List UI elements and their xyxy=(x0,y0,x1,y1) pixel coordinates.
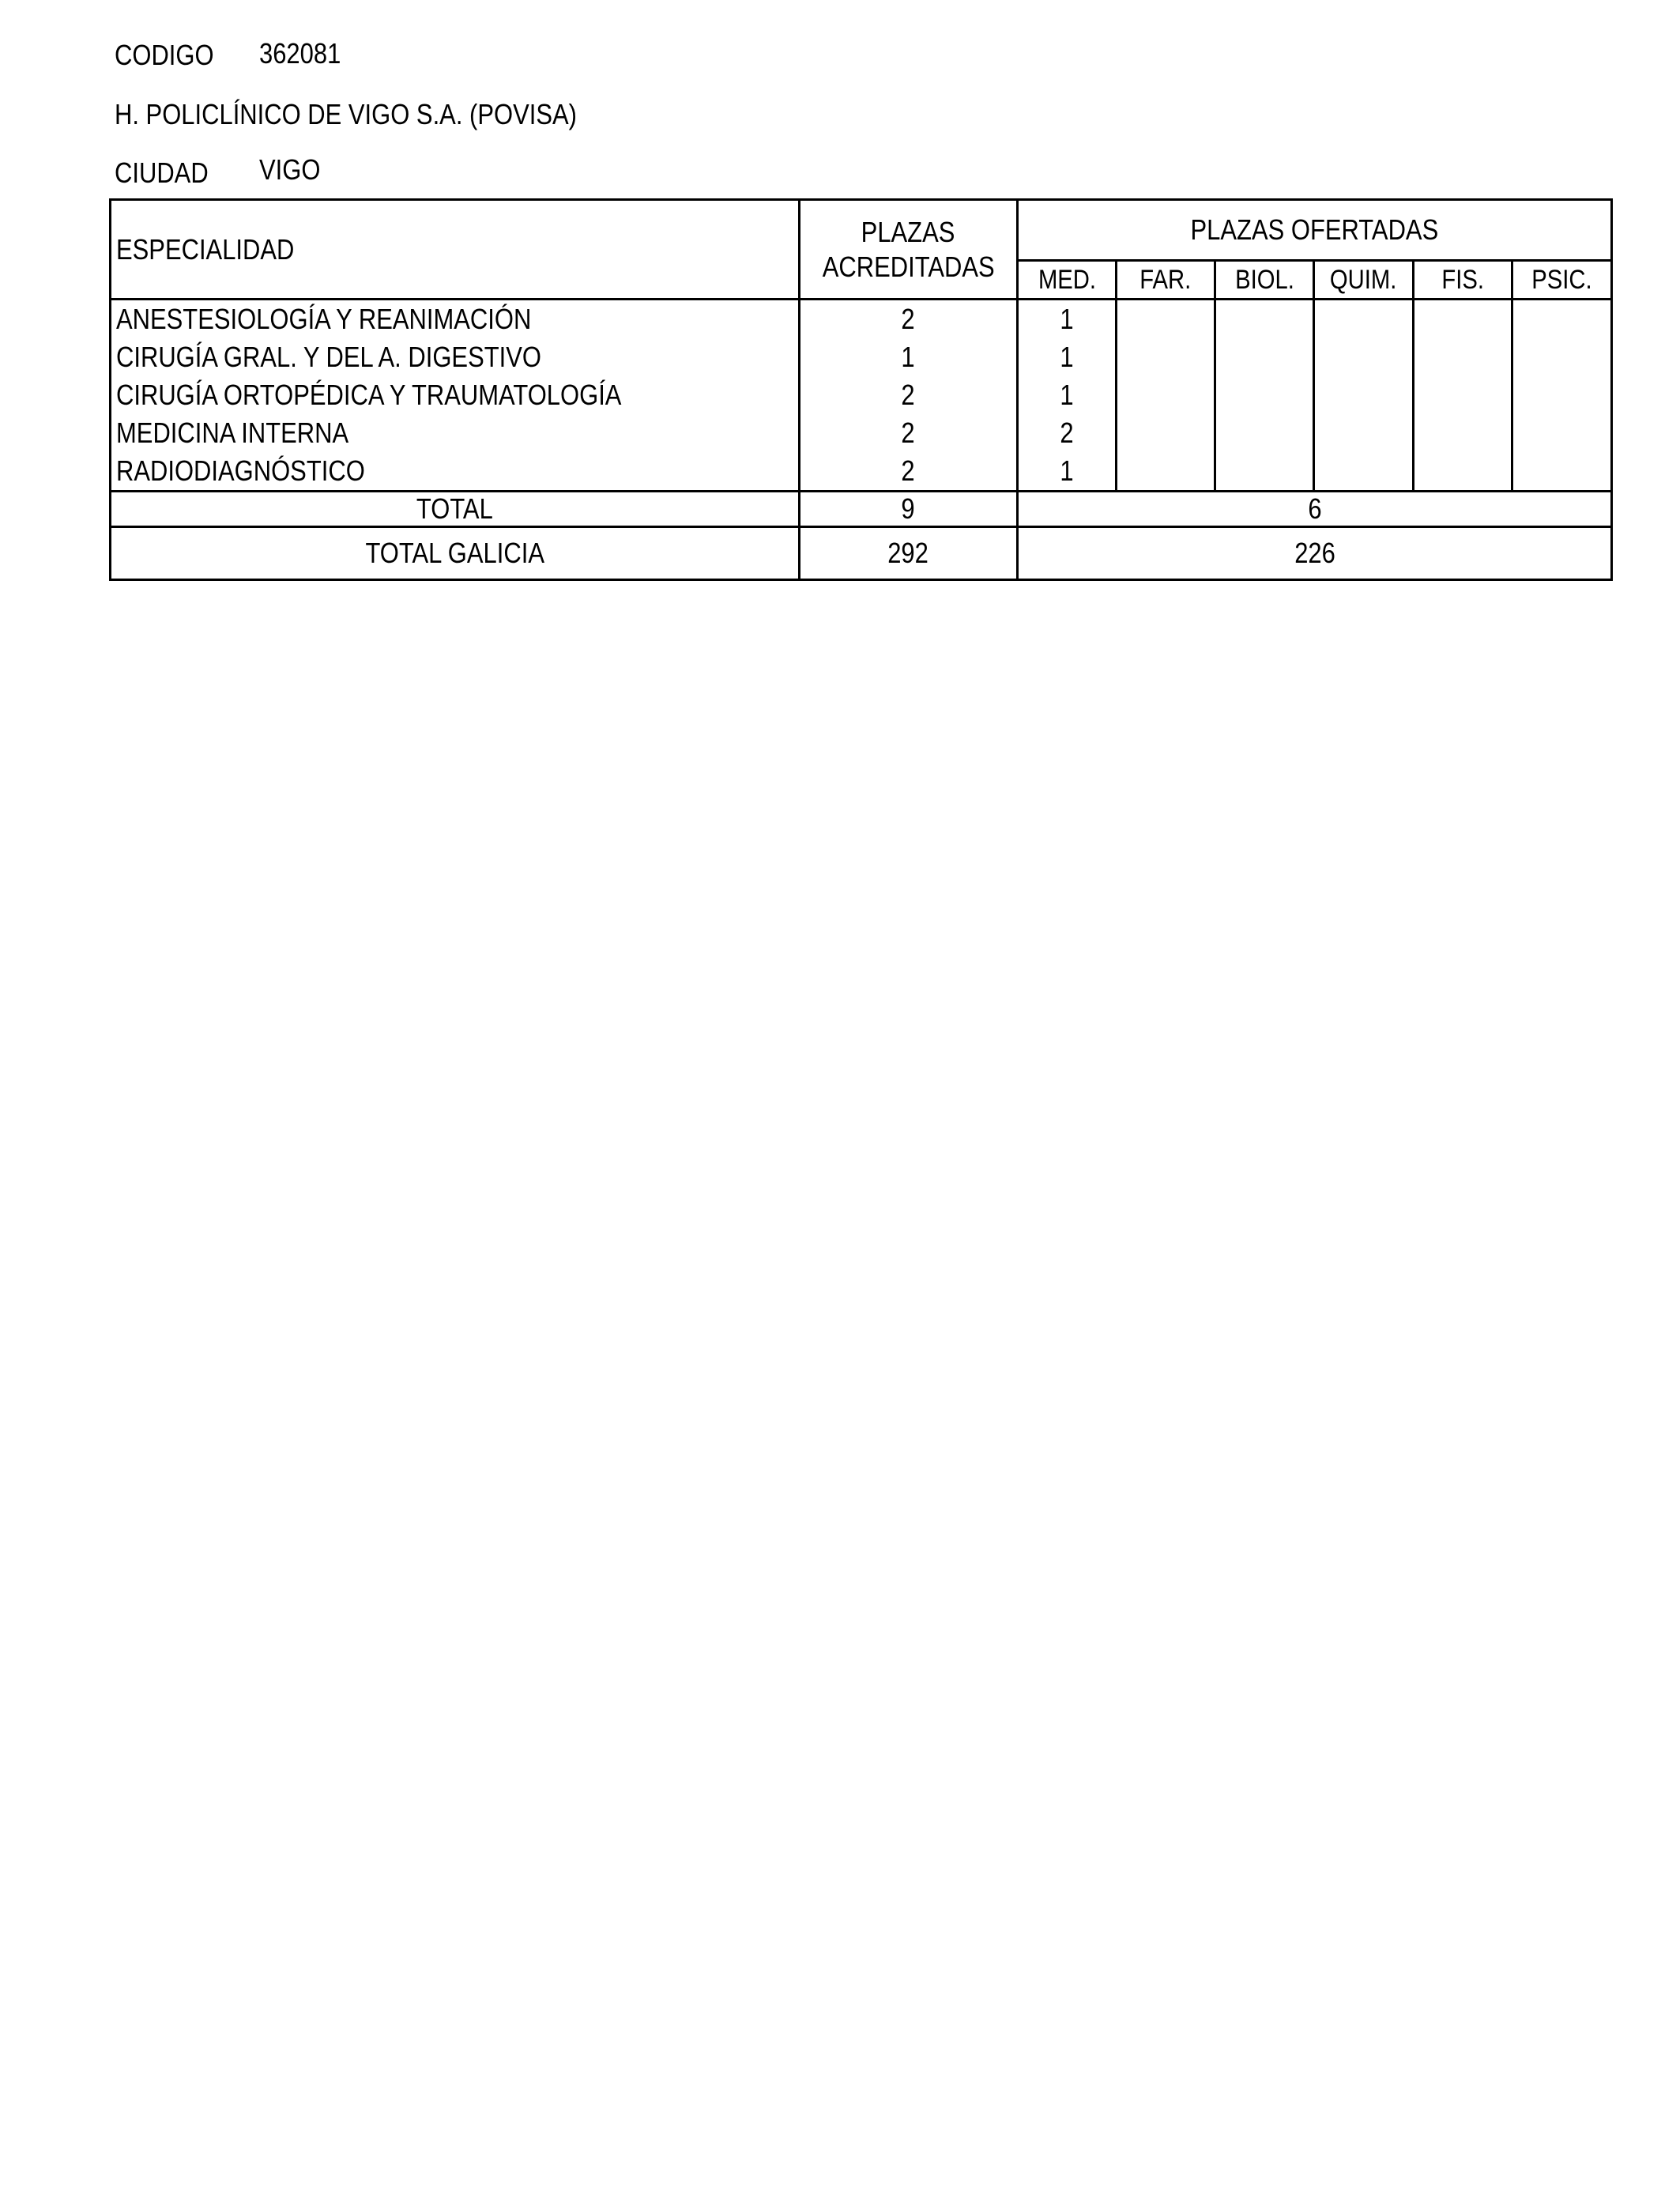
subcol-quim xyxy=(1314,261,1414,300)
hospital-name: H. POLICLÍNICO DE VIGO S.A. (POVISA) xyxy=(115,98,577,130)
row-psic xyxy=(1512,338,1612,376)
col-especialidad-label: ESPECIALIDAD xyxy=(116,232,295,266)
header-row-top xyxy=(111,200,1612,261)
row-psic xyxy=(1512,300,1612,339)
row-med: 1 xyxy=(1060,379,1074,411)
total-label: TOTAL xyxy=(416,492,493,525)
subcol-med-label: MED. xyxy=(1038,265,1096,295)
row-med: 1 xyxy=(1060,454,1074,487)
col-plazas-line2: ACREDITADAS xyxy=(822,250,995,283)
row-biol xyxy=(1215,376,1314,414)
col-plazas-acreditadas-header xyxy=(800,200,1018,300)
row-far xyxy=(1117,452,1215,492)
row-psic xyxy=(1512,452,1612,492)
row-biol xyxy=(1215,414,1314,452)
table-row xyxy=(111,452,1612,492)
subcol-quim-label: QUIM. xyxy=(1330,265,1397,295)
row-fis xyxy=(1414,452,1512,492)
row-quim xyxy=(1314,376,1414,414)
row-fis xyxy=(1414,376,1512,414)
row-far xyxy=(1117,300,1215,339)
row-med: 2 xyxy=(1060,417,1074,449)
row-fis xyxy=(1414,338,1512,376)
row-acreditadas: 2 xyxy=(901,454,916,487)
row-acreditadas: 2 xyxy=(901,379,916,411)
row-quim xyxy=(1314,300,1414,339)
row-psic xyxy=(1512,414,1612,452)
subcol-psic-label: PSIC. xyxy=(1531,265,1592,295)
row-far xyxy=(1117,414,1215,452)
row-psic xyxy=(1512,376,1612,414)
row-biol xyxy=(1215,338,1314,376)
total-row xyxy=(111,492,1612,527)
row-especialidad: MEDICINA INTERNA xyxy=(116,417,349,449)
row-quim xyxy=(1314,452,1414,492)
table-row xyxy=(111,338,1612,376)
ciudad-label: CIUDAD xyxy=(115,156,209,189)
row-especialidad: CIRUGÍA ORTOPÉDICA Y TRAUMATOLOGÍA xyxy=(116,379,622,411)
row-biol xyxy=(1215,452,1314,492)
subcol-fis xyxy=(1414,261,1512,300)
col-plazas-ofertadas-header xyxy=(1018,200,1612,261)
subcol-far xyxy=(1117,261,1215,300)
row-far xyxy=(1117,338,1215,376)
subcol-biol-label: BIOL. xyxy=(1234,265,1294,295)
row-med: 1 xyxy=(1060,303,1074,335)
row-acreditadas: 2 xyxy=(901,303,916,335)
table-row xyxy=(111,376,1612,414)
total-galicia-row xyxy=(111,527,1612,580)
col-especialidad-header xyxy=(111,200,800,300)
row-far xyxy=(1117,376,1215,414)
subcol-med xyxy=(1018,261,1117,300)
col-plazas-line1: PLAZAS xyxy=(861,215,955,248)
row-acreditadas: 2 xyxy=(901,417,916,449)
total-galicia-ofertadas: 226 xyxy=(1294,537,1335,569)
row-especialidad: CIRUGÍA GRAL. Y DEL A. DIGESTIVO xyxy=(116,341,541,373)
row-acreditadas: 1 xyxy=(901,341,916,373)
row-especialidad: RADIODIAGNÓSTICO xyxy=(116,454,365,487)
subcol-fis-label: FIS. xyxy=(1441,265,1484,295)
row-quim xyxy=(1314,338,1414,376)
row-med: 1 xyxy=(1060,341,1074,373)
row-especialidad: ANESTESIOLOGÍA Y REANIMACIÓN xyxy=(116,303,532,335)
ciudad-value: VIGO xyxy=(259,153,321,186)
row-fis xyxy=(1414,300,1512,339)
row-fis xyxy=(1414,414,1512,452)
codigo-label: CODIGO xyxy=(115,39,214,71)
subcol-psic xyxy=(1512,261,1612,300)
total-galicia-acreditadas: 292 xyxy=(887,537,929,569)
codigo-value: 362081 xyxy=(259,37,341,70)
subcol-biol xyxy=(1215,261,1314,300)
row-quim xyxy=(1314,414,1414,452)
total-acreditadas: 9 xyxy=(901,492,916,525)
col-ofertadas-label: PLAZAS OFERTADAS xyxy=(1190,213,1439,246)
row-biol xyxy=(1215,300,1314,339)
table-row xyxy=(111,414,1612,452)
total-ofertadas: 6 xyxy=(1307,492,1322,525)
table-row xyxy=(111,300,1612,339)
total-galicia-label: TOTAL GALICIA xyxy=(365,537,544,569)
plazas-table xyxy=(109,198,1613,581)
subcol-far-label: FAR. xyxy=(1139,265,1192,295)
